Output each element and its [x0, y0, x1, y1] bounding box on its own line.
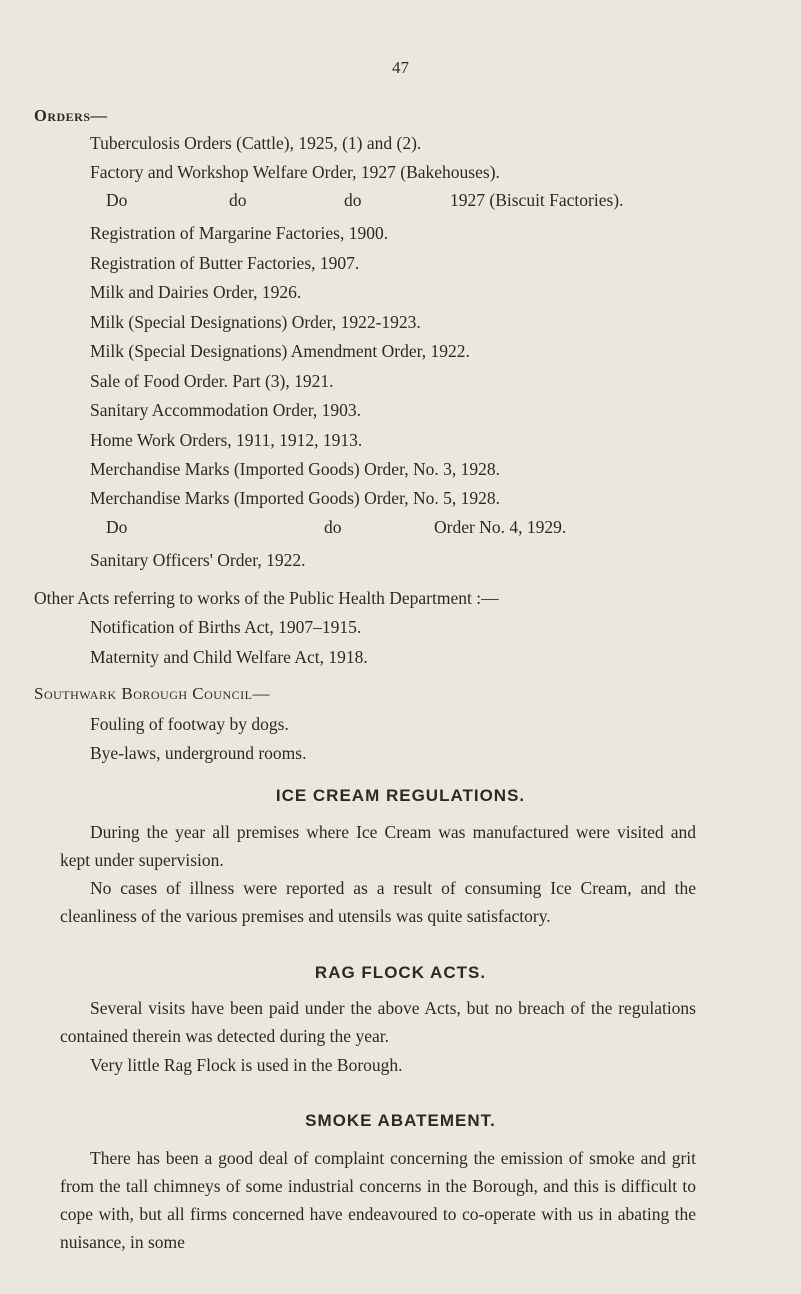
rag-flock-heading: RAG FLOCK ACTS.	[314, 963, 487, 982]
act-item: Notification of Births Act, 1907–1915.	[90, 617, 362, 637]
ditto-mark: do	[324, 517, 342, 537]
ditto-mark: Do	[106, 517, 128, 537]
order-item: Home Work Orders, 1911, 1912, 1913.	[90, 430, 363, 450]
ice-cream-heading: ICE CREAM REGULATIONS.	[275, 786, 526, 805]
order-item: Registration of Butter Factories, 1907.	[90, 253, 360, 273]
ditto-rest: Order No. 4, 1929.	[434, 517, 567, 537]
order-item: Factory and Workshop Welfare Order, 1927 (Bakehouses).	[90, 162, 500, 182]
rag-flock-paragraph-1: Several visits have been paid under the above Acts, but no breach of the regulations contained therein was detected during the year.	[60, 998, 696, 1046]
ditto-row	[0, 517, 801, 541]
smoke-heading: SMOKE ABATEMENT.	[305, 1111, 496, 1130]
order-item: Merchandise Marks (Imported Goods) Order, No. 3, 1928.	[90, 459, 500, 479]
rag-flock-paragraph-2: Very little Rag Flock is used in the Borough.	[90, 1055, 403, 1075]
order-item: Milk (Special Designations) Amendment Order, 1922.	[90, 341, 470, 361]
page-number: 47	[392, 58, 409, 77]
order-item: Milk (Special Designations) Order, 1922-1923.	[90, 312, 421, 332]
order-item: Registration of Margarine Factories, 1900.	[90, 223, 389, 243]
council-item: Fouling of footway by dogs.	[90, 714, 289, 734]
smoke-paragraph-1: There has been a good deal of complaint concerning the emission of smoke and grit from the tall chimneys of some industrial concerns in the Borough, and this is difficult to cope with, but all firms concerned have endeavoured to co-operate with us in abating the nuisance, in some	[60, 1148, 696, 1252]
act-item: Maternity and Child Welfare Act, 1918.	[90, 647, 368, 667]
order-item: Sanitary Accommodation Order, 1903.	[90, 400, 361, 420]
order-item: Tuberculosis Orders (Cattle), 1925, (1) and (2).	[90, 133, 422, 153]
ditto-row	[0, 190, 801, 214]
order-item: Merchandise Marks (Imported Goods) Order, No. 5, 1928.	[90, 488, 500, 508]
southwark-heading: Southwark Borough Council—	[34, 684, 270, 703]
ditto-mark: Do	[106, 190, 128, 210]
ditto-mark: do	[344, 190, 362, 210]
order-item: Milk and Dairies Order, 1926.	[90, 282, 302, 302]
other-acts-heading: Other Acts referring to works of the Public Health Department :—	[34, 588, 499, 608]
ditto-mark: do	[229, 190, 247, 210]
ice-cream-paragraph-2: No cases of illness were reported as a result of consuming Ice Cream, and the cleanliness of the various premises and utensils was quite satisfactory.	[60, 878, 696, 926]
orders-heading: Orders—	[34, 106, 108, 125]
council-item: Bye-laws, underground rooms.	[90, 743, 307, 763]
order-item: Sanitary Officers' Order, 1922.	[90, 550, 306, 570]
ditto-rest: 1927 (Biscuit Factories).	[450, 190, 624, 210]
ice-cream-paragraph-1: During the year all premises where Ice Cream was manufactured were visited and kept under supervision.	[60, 822, 696, 870]
order-item: Sale of Food Order. Part (3), 1921.	[90, 371, 334, 391]
